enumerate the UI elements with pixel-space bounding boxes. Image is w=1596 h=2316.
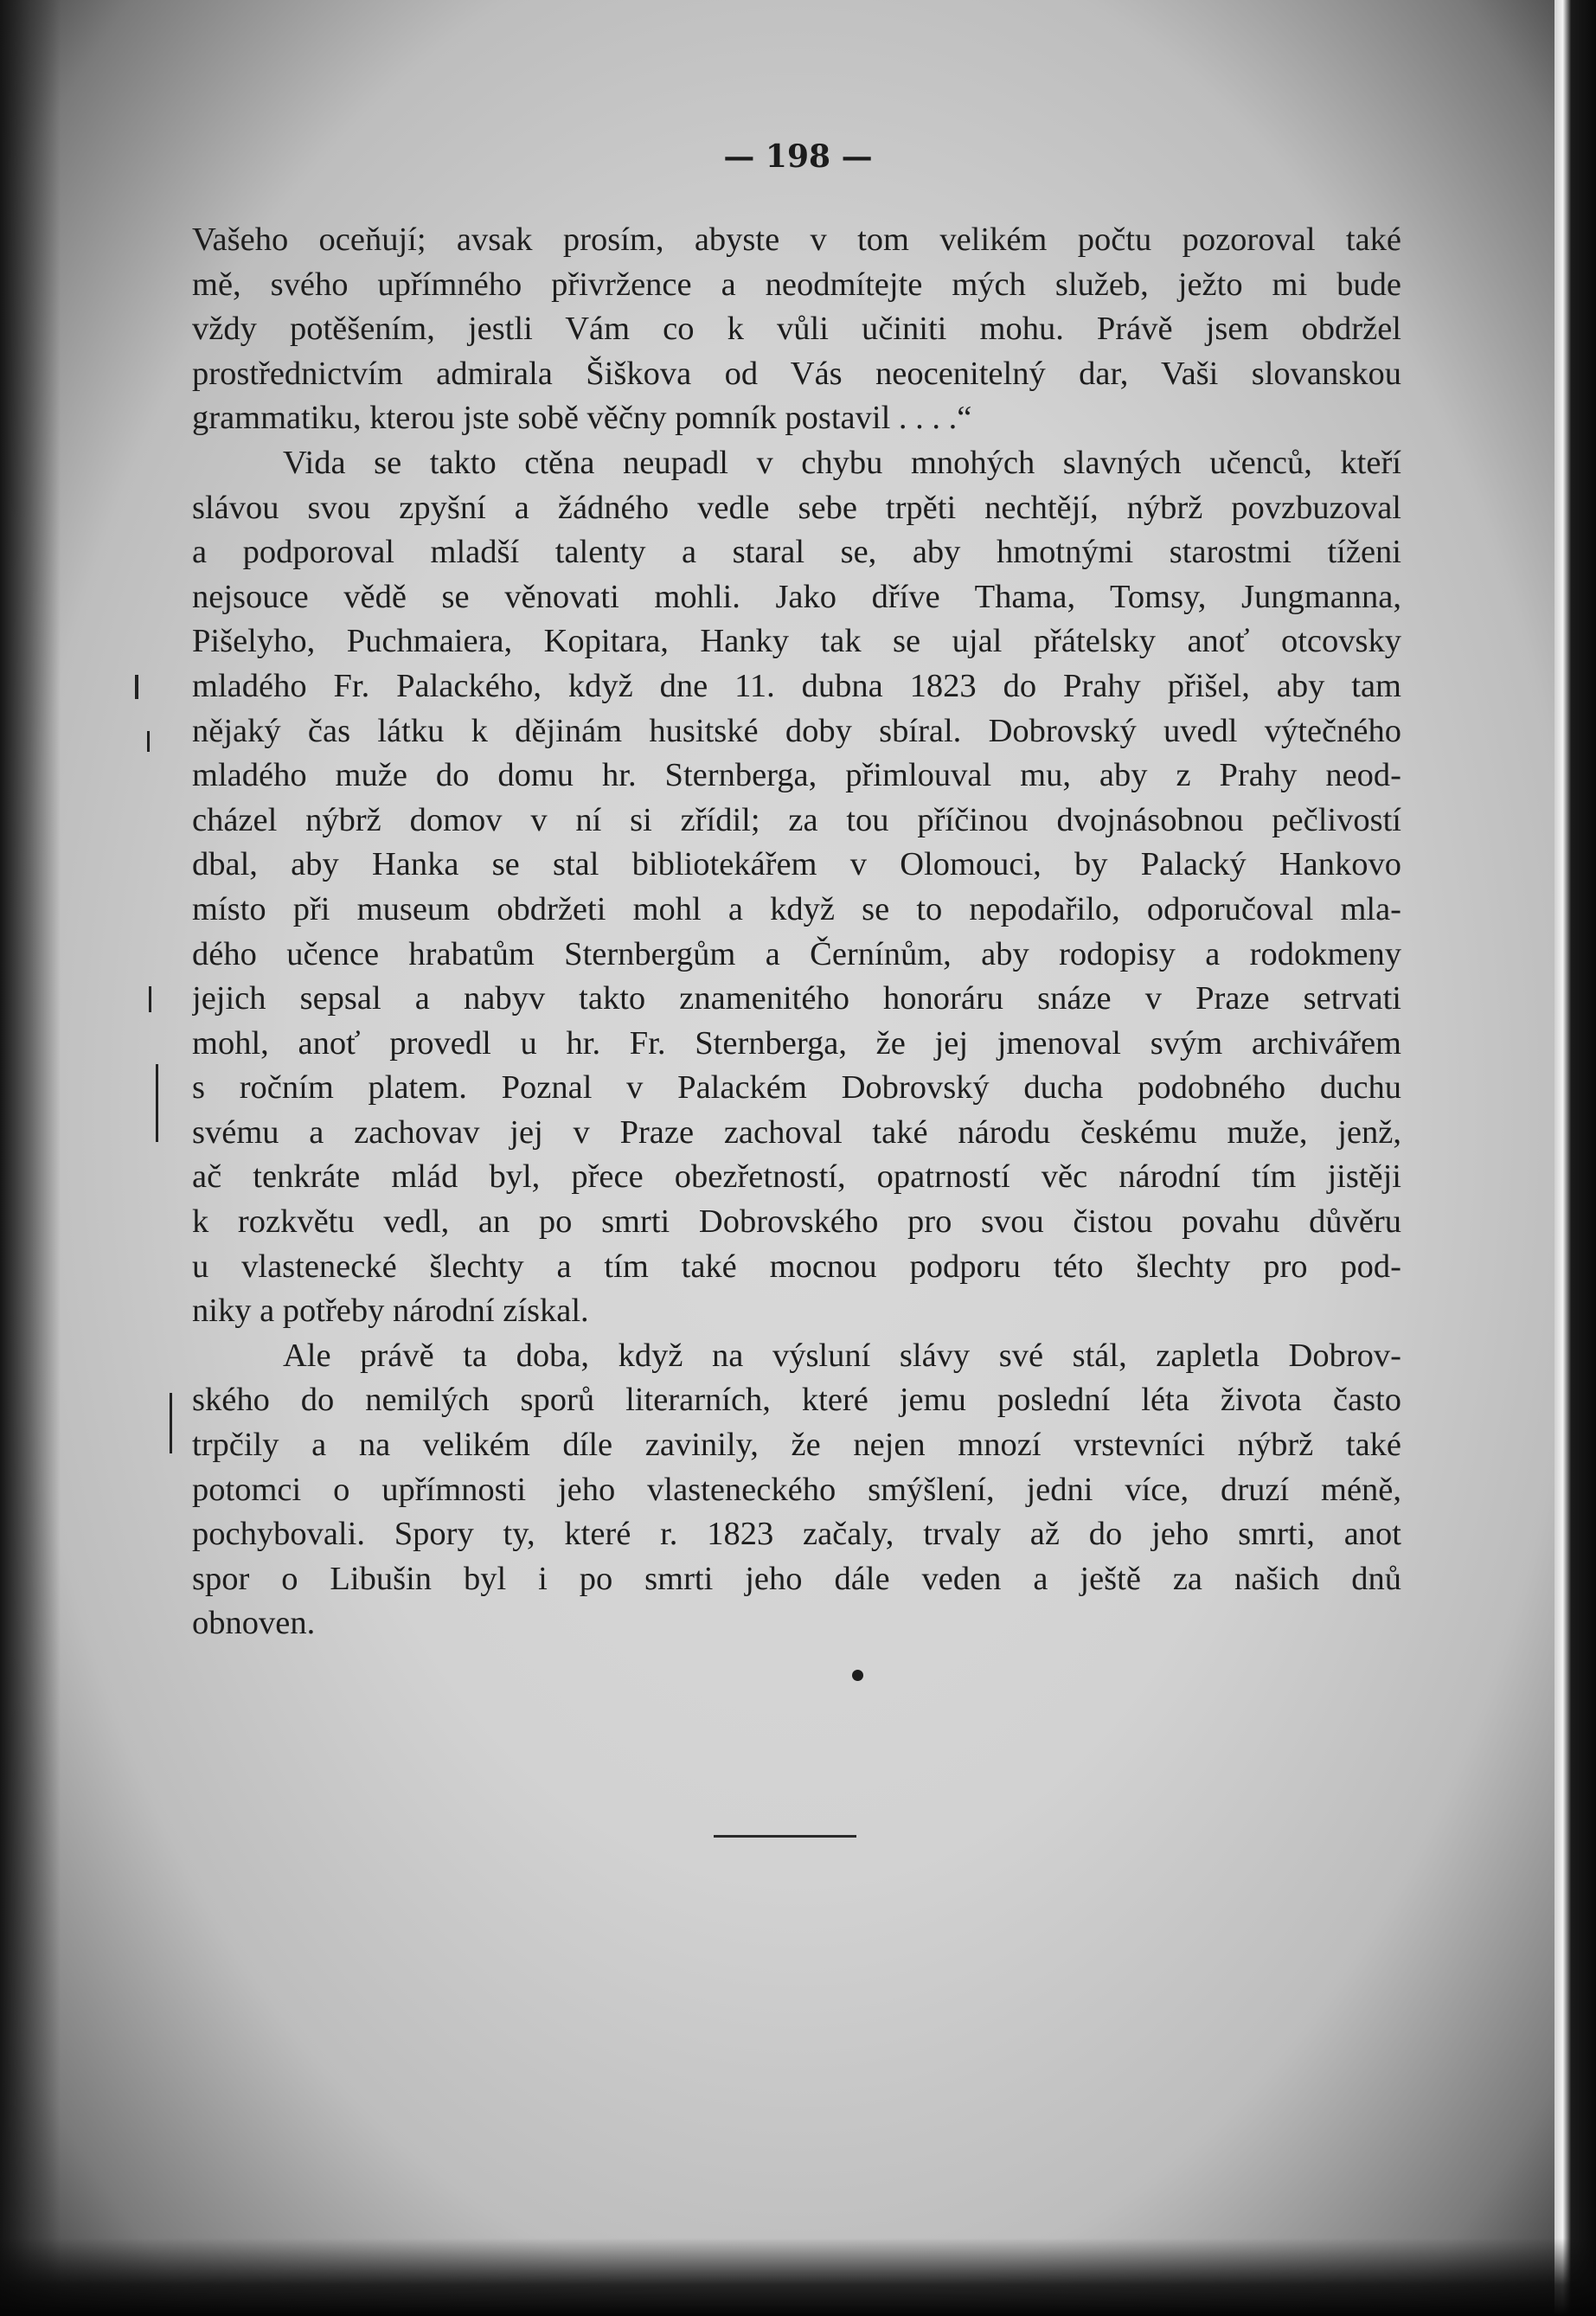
text-line: Vašeho oceňují; avsak prosím, abyste v tom velikém počtu pozoroval také xyxy=(192,221,1401,258)
body-text xyxy=(192,218,1401,1646)
paragraph xyxy=(192,218,1401,441)
text-line: cházel nýbrž domov v ní si zřídil; za tou příčinou dvojnásobnou pečlivostí xyxy=(192,801,1401,838)
text-line: dbal, aby Hanka se stal bibliotekářem v Olomouci, by Palacký Hankovo xyxy=(192,846,1401,883)
text-line: trpčily a na velikém díle zavinily, že nejen mnozí vrstevníci nýbrž také xyxy=(192,1427,1401,1464)
text-line: potomci o upřímnosti jeho vlasteneckého smýšlení, jedni více, druzí méně, xyxy=(192,1471,1401,1508)
scan-bottom-shadow xyxy=(0,2238,1596,2316)
text-line: mladého Fr. Palackého, když dne 11. dubna 1823 do Prahy přišel, aby tam xyxy=(192,667,1401,704)
page-number: — 198 — xyxy=(723,138,873,175)
text-line: s ročním platem. Poznal v Palackém Dobrovský ducha podobného duchu xyxy=(192,1069,1401,1107)
text-line: mladého muže do domu hr. Sternberga, přimlouval mu, aby z Prahy neod- xyxy=(192,757,1401,794)
bullet-dot xyxy=(852,1670,863,1681)
text-line: obnoven. xyxy=(192,1605,316,1642)
text-line: nějaký čas látku k dějinám husitské doby sbíral. Dobrovský uvedl výtečného xyxy=(192,712,1401,749)
text-line: grammatiku, kterou jste sobě věčny pomník postavil . . . .“ xyxy=(192,400,972,437)
text-line: Vida se takto ctěna neupadl v chybu mnohých slavných učenců, kteří xyxy=(283,444,1401,481)
end-rule xyxy=(714,1835,856,1838)
text-line: Pišelyho, Puchmaiera, Kopitara, Hanky tak se ujal přátelsky anoť otcovsky xyxy=(192,623,1401,660)
text-line: ského do nemilých sporů literarních, které jemu poslední léta života často xyxy=(192,1382,1401,1419)
paragraph xyxy=(192,1334,1401,1646)
text-line: dého učence hrabatům Sternbergům a Černínům, aby rodopisy a rodokmeny xyxy=(192,935,1401,972)
text-line: k rozkvětu vedl, an po smrti Dobrovského pro svou čistou povahu důvěru xyxy=(192,1203,1401,1241)
text-line: u vlastenecké šlechty a tím také mocnou podporu této šlechty pro pod- xyxy=(192,1248,1401,1285)
text-line: pochybovali. Spory ty, které r. 1823 začaly, trvaly až do jeho smrti, anot xyxy=(192,1516,1401,1553)
text-line: místo při museum obdržeti mohl a když se to nepodařilo, odporučoval mla- xyxy=(192,890,1401,927)
scan-left-shadow xyxy=(0,0,61,2316)
text-line: a podporoval mladší talenty a staral se, aby hmotnými starostmi tíženi xyxy=(192,534,1401,571)
text-line: prostřednictvím admirala Šiškova od Vás neocenitelný dar, Vaši slovanskou xyxy=(192,355,1401,392)
text-line: nejsouce vědě se věnovati mohli. Jako dříve Thama, Tomsy, Jungmanna, xyxy=(192,578,1401,615)
text-line: spor o Libušin byl i po smrti jeho dále veden a ještě za našich dnů xyxy=(192,1560,1401,1597)
text-line: jejich sepsal a nabyv takto znamenitého honoráru snáze v Praze setrvati xyxy=(192,980,1401,1017)
margin-pencil-mark xyxy=(147,731,150,752)
text-line: Ale právě ta doba, když na výsluní slávy své stál, zapletla Dobrov- xyxy=(283,1337,1401,1374)
text-line: mohl, anoť provedl u hr. Fr. Sternberga, že jej jmenoval svým archivářem xyxy=(192,1024,1401,1062)
text-line: ač tenkráte mlád byl, přece obezřetností, opatrností věc národní tím jistěji xyxy=(192,1158,1401,1196)
text-line: mě, svého upřímného přivržence a neodmítejte mých služeb, ježto mi bude xyxy=(192,266,1401,303)
margin-pencil-mark xyxy=(170,1393,172,1453)
margin-pencil-mark xyxy=(149,986,151,1012)
paragraph xyxy=(192,441,1401,1334)
text-line: slávou svou zpyšní a žádného vedle sebe trpěti nechtějí, nýbrž povzbuzoval xyxy=(192,489,1401,526)
text-line: svému a zachovav jej v Praze zachoval také národu českému muže, jenž, xyxy=(192,1113,1401,1151)
text-line: vždy potěšením, jestli Vám co k vůli učiniti mohu. Právě jsem obdržel xyxy=(192,311,1401,348)
margin-pencil-mark xyxy=(135,675,138,699)
text-line: niky a potřeby národní získal. xyxy=(192,1293,589,1330)
scan-right-border xyxy=(1554,0,1596,2316)
margin-pencil-mark xyxy=(156,1064,158,1142)
